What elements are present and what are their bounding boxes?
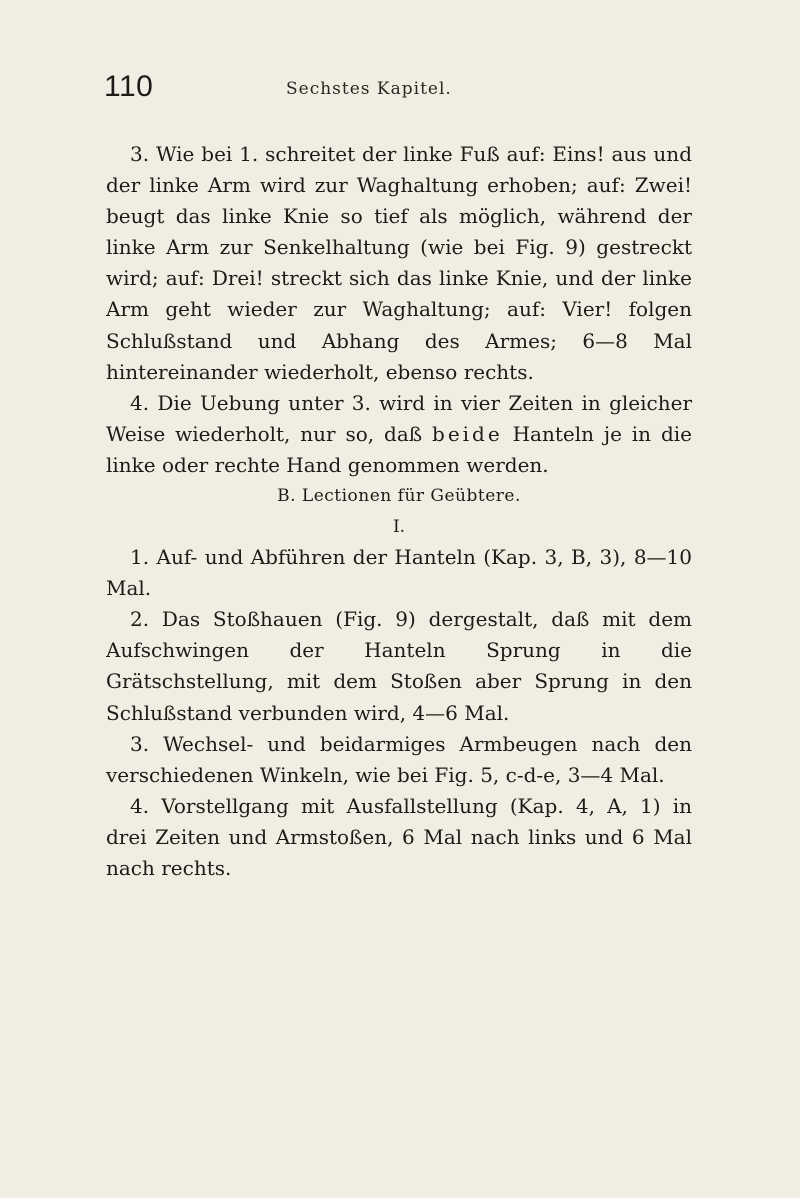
paragraph-exercise-4-end: Hanteln je in die linke oder rechte Hand genommen werden. [106, 421, 692, 477]
page-number: 110 [104, 70, 154, 103]
running-head: Sechstes Kapitel. [286, 79, 452, 99]
lesson-item-3: 3. Wechsel- und beidarmiges Armbeugen nach den verschiedenen Winkeln, wie bei Fig. 5, c-d-e, 3—4 Mal. [106, 731, 692, 787]
lesson-item-2: 2. Das Stoßhauen (Fig. 9) dergestalt, daß mit dem Aufschwingen der Hanteln Sprung in die Grätschstellung, mit dem Stoßen aber Sprung in den Schlußstand verbunden wird, 4—6 Mal. [106, 607, 692, 725]
paragraph-exercise-3: 3. Wie bei 1. schreitet der linke Fuß auf: Eins! aus und der linke Arm wird zur Waghaltung erhoben; auf: Zwei! beugt das linke Knie so tief als möglich, während der linke Arm zur Senkelhaltung (wie bei Fig. 9) gestreckt wird; auf: Drei! streckt sich das linke Knie, und der linke Arm geht wieder zur Waghaltung; auf: Vier! folgen Schlußstand und Abhang des Armes; 6—8 Mal hintereinander wiederholt, ebenso rechts. [106, 142, 692, 384]
paragraph-exercise-4 [106, 388, 692, 481]
lesson-item-1: 1. Auf- und Abführen der Hanteln (Kap. 3, B, 3), 8—10 Mal. [106, 545, 692, 601]
section-title: B. Lectionen für Geübtere. [277, 486, 521, 507]
lesson-number: I. [392, 517, 406, 538]
page-header [104, 70, 704, 110]
lesson-item-4: 4. Vorstellgang mit Ausfallstellung (Kap. 4, A, 1) in drei Zeiten und Armstoßen, 6 Mal nach links und 6 Mal nach rechts. [106, 793, 692, 880]
paragraph-exercise-4-start: 4. Die Uebung unter 3. wird in vier Zeiten in gleicher Weise wiederholt, nur so, daß [106, 390, 692, 446]
emphasis-word: beide [432, 421, 503, 446]
page-body [106, 139, 692, 884]
